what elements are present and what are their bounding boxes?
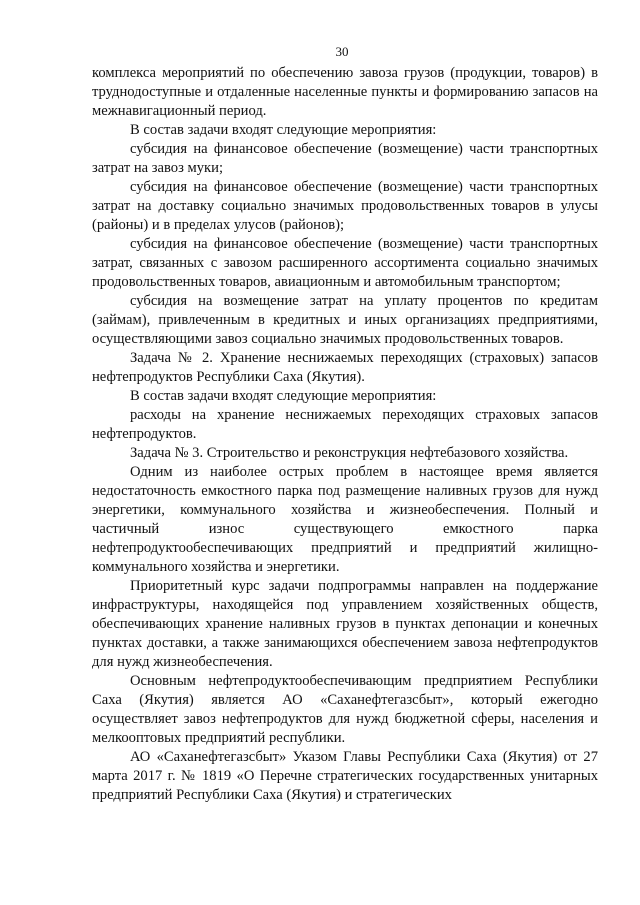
paragraph-measure-interest: субсидия на возмещение затрат на уплату процентов по кредитам (займам), привлеченным в кредитных и иных организациях предприятиями, осуществляющими завоз социально значимых продовольственных товаров. (92, 293, 598, 347)
paragraph-measure-flour: субсидия на финансовое обеспечение (возмещение) части транспортных затрат на завоз муки; (92, 141, 598, 176)
paragraph-task-2-intro: В состав задачи входят следующие мероприятия: (130, 388, 437, 404)
paragraph-continuation: комплекса мероприятий по обеспечению завоза грузов (продукции, товаров) в труднодоступные и отдаленные населенные пункты и формированию запасов на межнавигационный период. (92, 65, 598, 119)
paragraph-decree: АО «Саханефтегазсбыт» Указом Главы Республики Саха (Якутия) от 27 марта 2017 г. № 1819 «О Перечне стратегических государственных унитарных предприятий Республики Саха (Якутия) и стратегических (92, 749, 598, 803)
paragraph-priority: Приоритетный курс задачи подпрограммы направлен на поддержание инфраструктуры, находящейся под управлением хозяйственных обществ, обеспечивающих хранение наливных грузов в пунктах депонации и конечных пунктах доставки, а также занимающихся обеспечением завоза нефтепродуктов для нужд жизнеобеспечения. (92, 578, 598, 670)
paragraph-problem: Одним из наиболее острых проблем в настоящее время является недостаточность емкостного парка под размещение наливных грузов для нужд энергетики, коммунального хозяйства и жизнеобеспечения. Полный и частичный износ существующего емкостного парка нефтепродуктообеспечивающих предприятий и предприятий жилищно-коммунального хозяйства и энергетики. (92, 464, 598, 575)
paragraph-measure-delivery: субсидия на финансовое обеспечение (возмещение) части транспортных затрат на доставку социально значимых продовольственных товаров в улусы (районы) и в пределах улусов (районов); (92, 179, 598, 233)
document-body (92, 64, 598, 805)
paragraph-measure-storage: расходы на хранение неснижаемых переходящих страховых запасов нефтепродуктов. (92, 407, 598, 442)
paragraph-measure-assortment: субсидия на финансовое обеспечение (возмещение) части транспортных затрат, связанных с завозом расширенного ассортимента социально значимых продовольственных товаров, авиационным и автомобильным транспортом; (92, 236, 598, 290)
paragraph-task-2-heading: Задача № 2. Хранение неснижаемых переходящих (страховых) запасов нефтепродуктов Республики Саха (Якутия). (92, 350, 598, 385)
paragraph-task-1-intro: В состав задачи входят следующие мероприятия: (130, 122, 437, 138)
paragraph-main-enterprise: Основным нефтепродуктообеспечивающим предприятием Республики Саха (Якутия) является АО «Саханефтегазсбыт», который ежегодно осуществляет завоз нефтепродуктов для нужд бюджетной сферы, населения и мелкооптовых предприятий республики. (92, 673, 598, 746)
paragraph-task-3-heading: Задача № 3. Строительство и реконструкция нефтебазового хозяйства. (130, 445, 569, 461)
page-number: 30 (335, 44, 349, 59)
